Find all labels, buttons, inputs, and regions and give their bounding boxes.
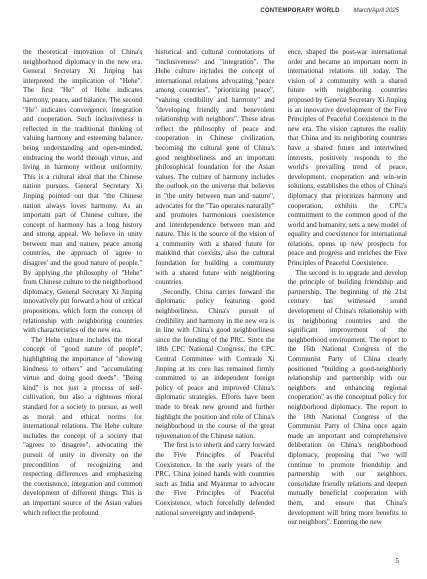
paragraph: The Hehe culture includes the moral concept of "good nature of people", highlighting the importance of "showing kindness to others" and "accumulating virtue and doing good deeds". "Being kind" is not just a process of self-cultivation, but also a righteous moral standard for a society to pursue, as well as moral and ethical norms for international relations. The Hehe culture includes the concept of a society that "agrees to disagree", advocating the pursuit of unity in diversity on the precondition of recognizing and respecting differences and emphasizing the coexistence, integration and common development of different things. This is an important source of the Asian values which reflect the profound bbox=[23, 335, 143, 517]
paragraph: The second is to upgrade and develop the principle of building friendship and partnership. The beginning of the 21st century has witnessed sound development of China's relationship with its neighboring countries and the significant improvement of the neighborhood environment. The report to the 16th National Congress of the Communist Party of China clearly positioned "building a good-neighborly relationship and partnership with our neighbors and enhancing regional cooperation" as the conceptual policy for neighborhood diplomacy. The report to the 18th National Congress of the Communist Party of China once again made an important and comprehensive deliberation on China's neighborhood diplomacy, proposing that "we will continue to promote friendship and partnership with our neighbors, consolidate friendly relations and deepen mutually beneficial cooperation with them, and ensure that China's development will bring more benefits to our neighbors". Entering the new bbox=[287, 268, 407, 527]
column-left bbox=[23, 48, 142, 552]
page-header bbox=[260, 8, 399, 14]
journal-name: CONTEMPORARY WORLD bbox=[260, 8, 340, 14]
page-number: 5 bbox=[395, 557, 399, 565]
paragraph: historical and cultural connotations of "inclusiveness" and "integration". The Hehe culture includes the concept of international relations advocating "peace among countries", "prioritizing peace", "valuing credibility and harmony" and "developing friendly and benevolent relationship with neighbors". These ideas reflect the philosophy of peace and cooperation in Chinese civilization, becoming the cultural gene of China's good neighborliness and an important philosophical foundation for the Asian values. The culture of harmony includes the outlook on the universe that believes in "the unity between man and nature", advocates for the "Tao operates naturally" and promotes harmonious coexistence and interdependence between man and nature. This is the source of the vision of a community with a shared future for mankind that coexists, also the cultural foundation for building a community with a shared future with neighboring countries. bbox=[155, 48, 275, 287]
paragraph: ence, shaped the post-war international order and became an important norm in international relations till today. The vision of a community with a shared future with neighboring countries proposed by General Secretary Xi Jinping is an innovative development of the Five Principles of Peaceful Coexistence in the new era. The vision captures the reality that China and its neighboring countries have a shared future and intertwined interests, positively responds to the world's prevailing trend of peace, development, cooperation and win-win solutions, establishes the ethos of China's diplomacy that prioritizes harmony and cooperation, exhibits the CPC's commitment to the common good of the world and humanity, sets a new model of equality and coexistence for international relations, opens up new prospects for peace and progress and enriches the Five Principles of Peaceful Coexistence. bbox=[287, 48, 407, 268]
paragraph: the theoretical innovation of China's neighborhood diplomacy in the new era. General Secretary Xi Jinping has interpreted the implication of "Hehe". The first "He" of Hehe indicates harmony, peace, and balance. The second "He" indicates convergence, integration and cooperation. Such inclusiveness is reflected in the traditional thinking of valuing harmony and esteeming balance, being understanding and open-minded, embracing the world through virtue, and living in harmony without uniformity. This is a cultural ideal that the Chinese nation pursues. General Secretary Xi Jinping pointed out that "the Chinese nation always loves harmony. As an important part of Chinese culture, the concept of harmony has a long history and strong appeal. We believe in unity between man and nature, peace among countries, the approach of 'agree to disagree' and the good nature of people." By applying the philosophy of "Hehe" from Chinese culture to the neighborhood diplomacy, General Secretary Xi Jinping innovatively put forward a host of critical propositions, which form the concept of relationship with neighboring countries with characteristics of the new era. bbox=[23, 48, 143, 335]
issue-date: March/April 2025 bbox=[353, 8, 399, 14]
column-middle bbox=[155, 48, 274, 552]
paragraph: The first is to inherit and carry forward the Five Principles of Peaceful Coexistence. In the early years of the PRC, China joined hands with countries such as India and Myanmar to advocate the Five Principles of Peaceful Coexistence, which forcefully defended national sovereignty and independ- bbox=[155, 441, 275, 517]
column-right bbox=[288, 48, 407, 552]
paragraph: Secondly, China carries forward the diplomatic policy featuring good neighborliness. China's pursuit of credibility and harmony in the new era is in line with China's good neighborliness since the founding of the PRC. Since the 18th CPC National Congress, the CPC Central Committee with Comrade Xi Jinping at its core has remained firmly committed to an independent foreign policy of peace and improved China's diplomatic strategies. Efforts have been made to break new ground and further highlight the position and role of China's neighborhood in the course of the great rejuvenation of the Chinese nation. bbox=[155, 287, 275, 440]
article-body bbox=[23, 48, 407, 552]
